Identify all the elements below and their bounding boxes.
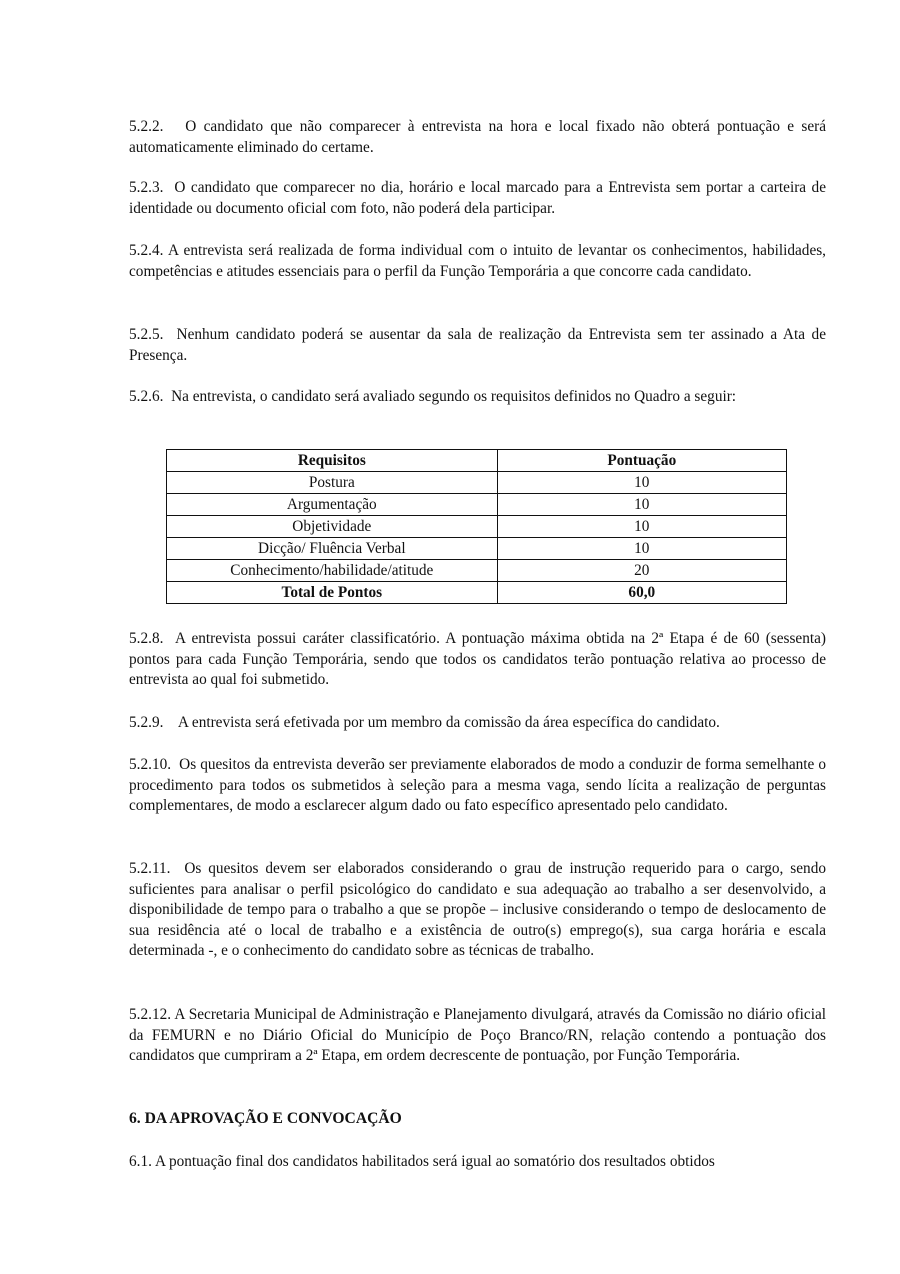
paragraph-number: 6.1. [129, 1153, 152, 1170]
total-label-cell: Total de Pontos [167, 582, 498, 604]
paragraph-5-2-12 [129, 1005, 826, 1067]
paragraph-number: 5.2.8. [129, 630, 164, 647]
paragraph-text: A pontuação final dos candidatos habilitados será igual ao somatório dos resultados obtidos [154, 1153, 715, 1170]
paragraph-text: Nenhum candidato poderá se ausentar da sala de realização da Entrevista sem ter assinado a Ata de Presença. [129, 326, 826, 364]
paragraph-5-2-10 [129, 755, 826, 817]
paragraph-number: 5.2.3. [129, 179, 164, 196]
paragraph-text: Os quesitos da entrevista deverão ser previamente elaborados de modo a conduzir de forma semelhante o procedimento para todos os submetidos à seleção para a mesma vaga, sendo lícita a realização de perguntas complementares, de modo a esclarecer algum dado ou fato específico apresentado pelo candidato. [129, 756, 826, 814]
paragraph-number: 5.2.4. [129, 242, 164, 259]
table-row [167, 538, 787, 560]
paragraph-5-2-3 [129, 178, 826, 219]
paragraph-6-1 [129, 1152, 826, 1173]
paragraph-text: Na entrevista, o candidato será avaliado segundo os requisitos definidos no Quadro a seguir: [171, 388, 737, 405]
paragraph-text: A entrevista possui caráter classificatório. A pontuação máxima obtida na 2ª Etapa é de 60 (sessenta) pontos para cada Função Temporária, sendo que todos os candidatos terão pontuação relativa ao processo de entrevista ao qual foi submetido. [129, 630, 827, 688]
paragraph-5-2-5 [129, 325, 826, 366]
paragraph-number: 5.2.10. [129, 756, 172, 773]
score-cell: 10 [497, 538, 786, 560]
score-cell: 10 [497, 494, 786, 516]
paragraph-5-2-8 [129, 629, 826, 691]
paragraph-number: 5.2.6. [129, 388, 164, 405]
table-row [167, 472, 787, 494]
requirement-cell: Objetividade [167, 516, 498, 538]
table-total-row [167, 582, 787, 604]
paragraph-number: 5.2.2. [129, 118, 164, 135]
paragraph-text: O candidato que comparecer no dia, horário e local marcado para a Entrevista sem portar a carteira de identidade ou documento oficial com foto, não poderá dela participar. [129, 179, 826, 217]
requirement-cell: Conhecimento/habilidade/atitude [167, 560, 498, 582]
paragraph-5-2-11 [129, 859, 826, 962]
total-value-cell: 60,0 [497, 582, 786, 604]
paragraph-5-2-4 [129, 241, 826, 282]
table-row [167, 494, 787, 516]
column-header-requisitos: Requisitos [167, 450, 498, 472]
paragraph-5-2-6 [129, 387, 826, 408]
paragraph-text: A entrevista será efetivada por um membro da comissão da área específica do candidato. [177, 714, 720, 731]
score-cell: 10 [497, 472, 786, 494]
score-cell: 10 [497, 516, 786, 538]
paragraph-5-2-9 [129, 713, 826, 734]
requirement-cell: Argumentação [167, 494, 498, 516]
paragraph-5-2-2 [129, 117, 826, 158]
paragraph-text: A Secretaria Municipal de Administração e Planejamento divulgará, através da Comissão no diário oficial da FEMURN e no Diário Oficial do Município de Poço Branco/RN, relação contendo a pontuação dos candidatos que cumpriram a 2ª Etapa, em ordem decrescente de pontuação, por Função Temporária. [129, 1006, 826, 1064]
paragraph-text: A entrevista será realizada de forma individual com o intuito de levantar os conhecimentos, habilidades, competências e atitudes essenciais para o perfil da Função Temporária a que concorre cada candidato. [129, 242, 827, 280]
requirement-cell: Postura [167, 472, 498, 494]
table-row [167, 516, 787, 538]
column-header-pontuacao: Pontuação [497, 450, 786, 472]
table-header-row [167, 450, 787, 472]
paragraph-number: 5.2.9. [129, 714, 164, 731]
paragraph-number: 5.2.5. [129, 326, 164, 343]
paragraph-number: 5.2.12. [129, 1006, 172, 1023]
requirements-table [166, 449, 787, 604]
paragraph-text: Os quesitos devem ser elaborados considerando o grau de instrução requerido para o cargo, sendo suficientes para analisar o perfil psicológico do candidato e sua adequação ao trabalho a ser desenvolvido, a disponibilidade de tempo para o trabalho a que se propõe – inclusive considerando o tempo de deslocamento de sua residência até o local de trabalho e a existência de outro(s) emprego(s), sua carga horária e escala determinada -, e o conhecimento do candidato sobre as técnicas de trabalho. [129, 860, 826, 959]
paragraph-text: O candidato que não comparecer à entrevista na hora e local fixado não obterá pontuação e será automaticamente eliminado do certame. [129, 118, 826, 156]
score-cell: 20 [497, 560, 786, 582]
paragraph-number: 5.2.11. [129, 860, 171, 877]
section-heading: 6. DA APROVAÇÃO E CONVOCAÇÃO [129, 1110, 402, 1127]
table-row [167, 560, 787, 582]
requirement-cell: Dicção/ Fluência Verbal [167, 538, 498, 560]
